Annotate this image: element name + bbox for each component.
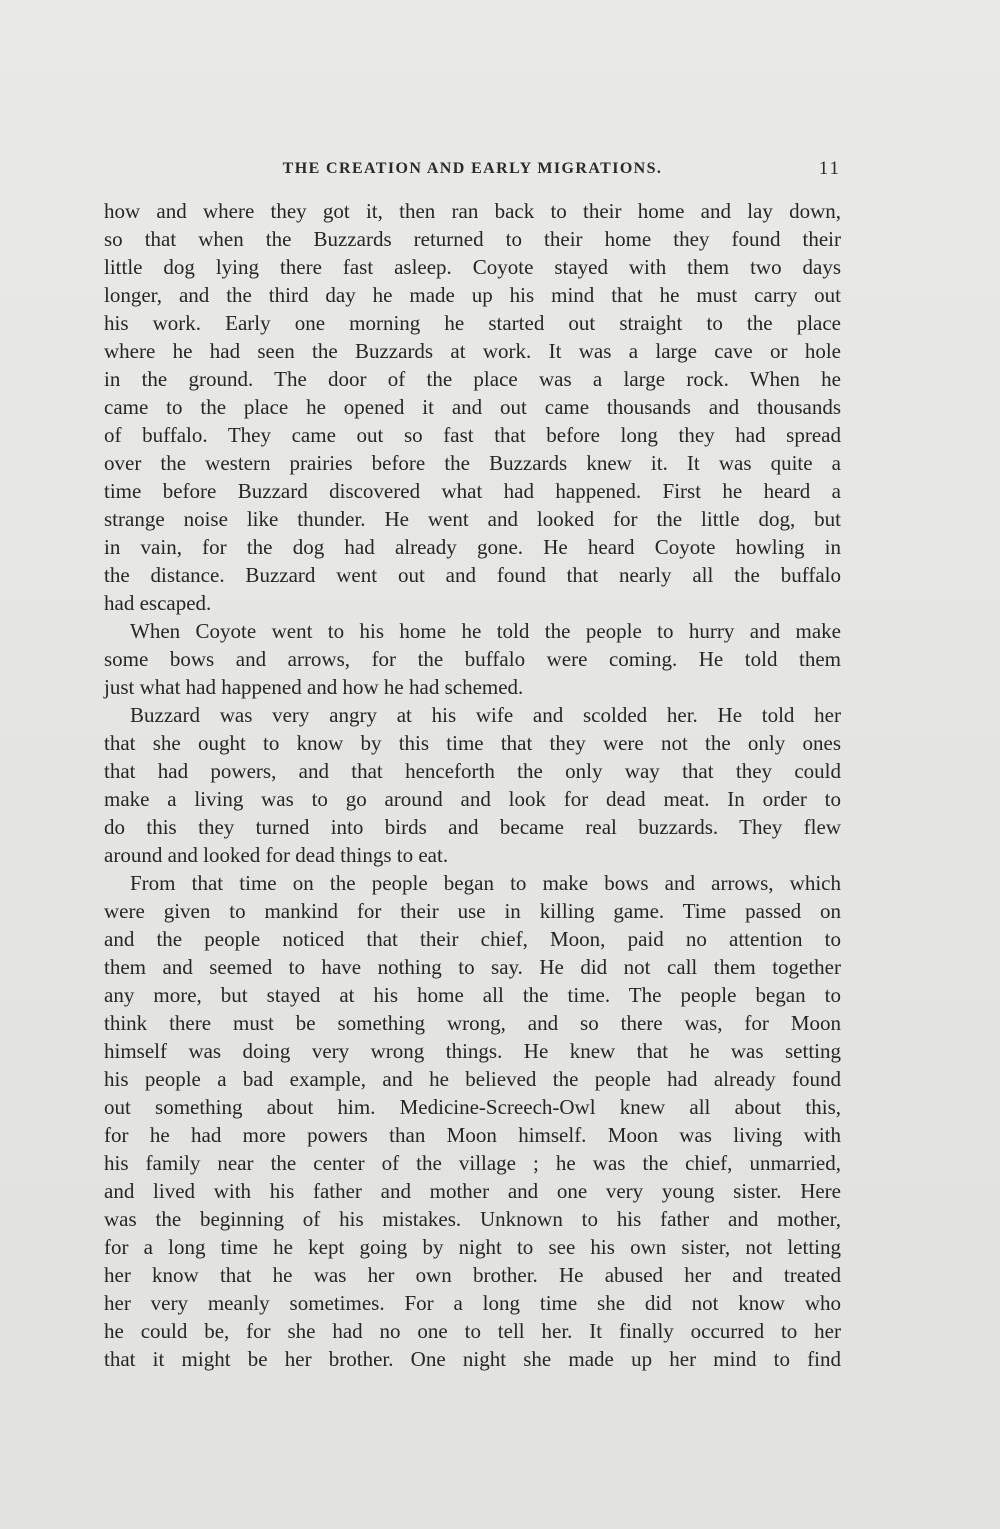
text-line: his people a bad example, and he believed the people had already found	[104, 1067, 841, 1091]
text-line: had escaped.	[104, 591, 212, 615]
text-line: his family near the center of the village ; he was the chief, unmarried,	[104, 1151, 841, 1175]
text-line: so that when the Buzzards returned to their home they found their	[104, 227, 841, 251]
text-line: From that time on the people began to make bows and arrows, which	[130, 871, 841, 895]
text-line: over the western prairies before the Buzzards knew it. It was quite a	[104, 451, 841, 475]
text-line: some bows and arrows, for the buffalo were coming. He told them	[104, 647, 841, 671]
text-line: he could be, for she had no one to tell her. It finally occurred to her	[104, 1319, 841, 1343]
text-line: were given to mankind for their use in killing game. Time passed on	[104, 899, 841, 923]
text-line: the distance. Buzzard went out and found that nearly all the buffalo	[104, 563, 841, 587]
paragraph	[104, 197, 841, 617]
text-line: that it might be her brother. One night she made up her mind to find	[104, 1347, 841, 1371]
text-line: of buffalo. They came out so fast that before long they had spread	[104, 423, 841, 447]
body-text	[104, 197, 841, 1373]
text-line: how and where they got it, then ran back to their home and lay down,	[104, 199, 841, 223]
text-line: and the people noticed that their chief, Moon, paid no attention to	[104, 927, 841, 951]
text-line: do this they turned into birds and became real buzzards. They flew	[104, 815, 841, 839]
text-line: just what had happened and how he had schemed.	[104, 675, 524, 699]
text-line: where he had seen the Buzzards at work. It was a large cave or hole	[104, 339, 841, 363]
paragraph	[104, 701, 841, 869]
paragraph	[104, 617, 841, 701]
paragraph	[104, 869, 841, 1373]
text-line: any more, but stayed at his home all the time. The people began to	[104, 983, 841, 1007]
text-line: out something about him. Medicine-Screech-Owl knew all about this,	[104, 1095, 841, 1119]
text-line: her very meanly sometimes. For a long time she did not know who	[104, 1291, 841, 1315]
text-line: in the ground. The door of the place was a large rock. When he	[104, 367, 841, 391]
text-line: around and looked for dead things to eat.	[104, 843, 449, 867]
text-line: her know that he was her own brother. He abused her and treated	[104, 1263, 841, 1287]
text-line: and lived with his father and mother and one very young sister. Here	[104, 1179, 841, 1203]
text-line: them and seemed to have nothing to say. He did not call them together	[104, 955, 841, 979]
text-line: that had powers, and that henceforth the only way that they could	[104, 759, 841, 783]
text-line: think there must be something wrong, and so there was, for Moon	[104, 1011, 841, 1035]
text-line: himself was doing very wrong things. He knew that he was setting	[104, 1039, 841, 1063]
text-line: time before Buzzard discovered what had happened. First he heard a	[104, 479, 841, 503]
text-line: his work. Early one morning he started out straight to the place	[104, 311, 841, 335]
text-line: came to the place he opened it and out came thousands and thousands	[104, 395, 841, 419]
text-line: in vain, for the dog had already gone. He heard Coyote howling in	[104, 535, 841, 559]
text-line: little dog lying there fast asleep. Coyote stayed with them two days	[104, 255, 841, 279]
text-line: that she ought to know by this time that they were not the only ones	[104, 731, 841, 755]
text-line: for he had more powers than Moon himself. Moon was living with	[104, 1123, 841, 1147]
text-line: longer, and the third day he made up his mind that he must carry out	[104, 283, 841, 307]
page-header	[104, 158, 841, 184]
text-line: make a living was to go around and look for dead meat. In order to	[104, 787, 841, 811]
text-line: strange noise like thunder. He went and looked for the little dog, but	[104, 507, 841, 531]
text-line: was the beginning of his mistakes. Unknown to his father and mother,	[104, 1207, 841, 1231]
text-line: Buzzard was very angry at his wife and scolded her. He told her	[130, 703, 841, 727]
text-line: When Coyote went to his home he told the people to hurry and make	[130, 619, 841, 643]
text-line: for a long time he kept going by night to see his own sister, not letting	[104, 1235, 841, 1259]
page-number: 11	[818, 158, 841, 179]
running-head: THE CREATION AND EARLY MIGRATIONS.	[282, 160, 663, 177]
